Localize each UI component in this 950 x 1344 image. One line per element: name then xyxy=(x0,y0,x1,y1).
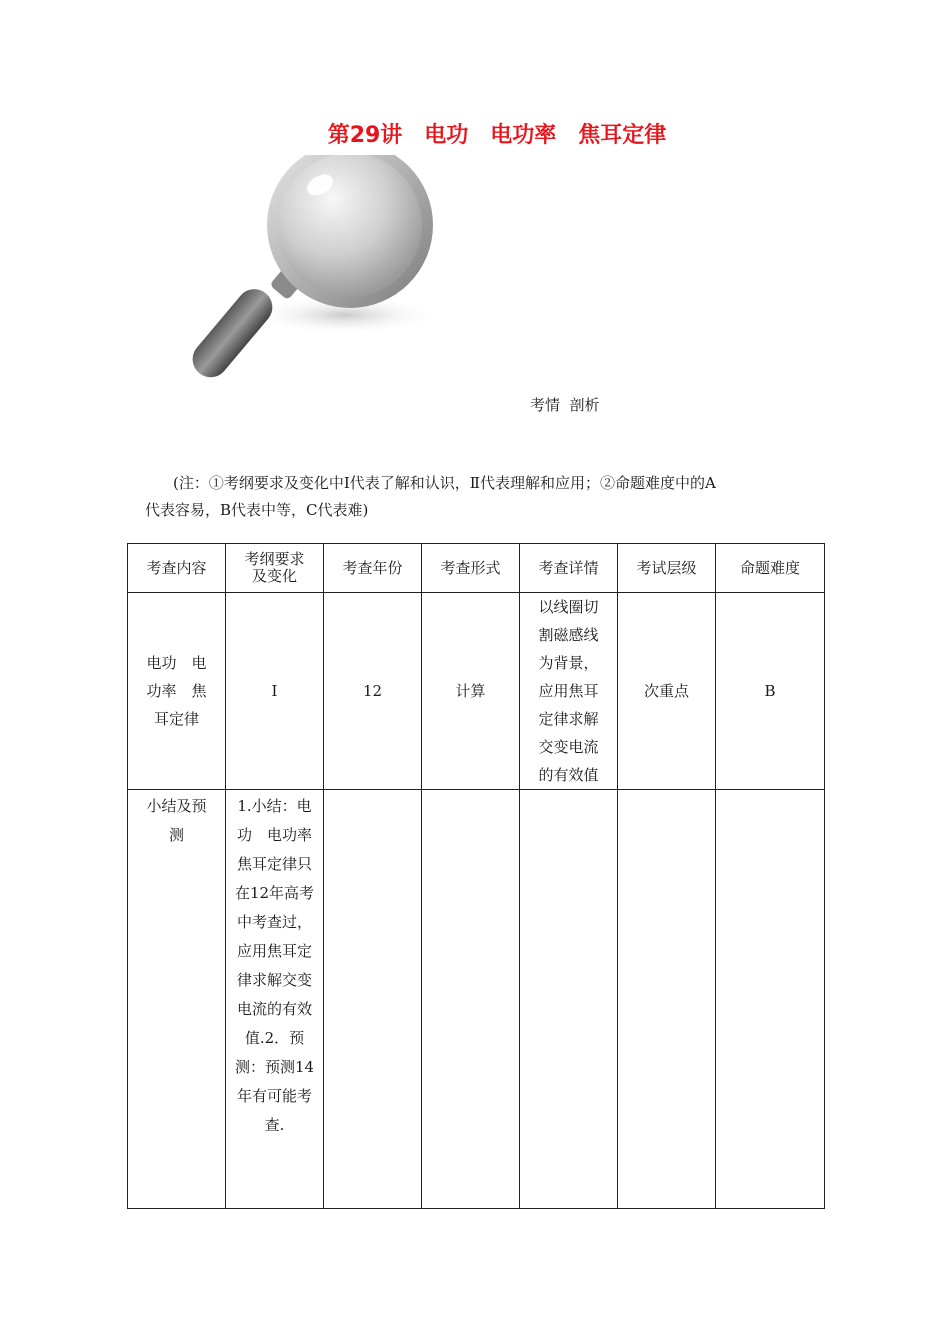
header-cell: 考试层级 xyxy=(618,544,716,593)
summary-cell: 1.小结：电功 电功率 焦耳定律只在12年高考中考查过，应用焦耳定律求解交变电流的有效值.2．预测：预测14年有可能考查. xyxy=(226,790,324,1209)
empty-cell xyxy=(324,790,422,1209)
level-cell: 次重点 xyxy=(618,593,716,790)
table-row xyxy=(128,593,825,790)
header-cell: 考查详情 xyxy=(520,544,618,593)
note-paragraph xyxy=(145,470,825,524)
difficulty-cell: B xyxy=(716,593,825,790)
table-row xyxy=(128,790,825,1209)
note-line-1: (注：①考纲要求及变化中Ⅰ代表了解和认识，Ⅱ代表理解和应用；②命题难度中的A xyxy=(173,474,716,492)
empty-cell xyxy=(716,790,825,1209)
header-cell: 命题难度 xyxy=(716,544,825,593)
year-cell: 12 xyxy=(324,593,422,790)
summary-label-cell: 小结及预测 xyxy=(128,790,226,1209)
table-header-row xyxy=(128,544,825,593)
requirement-cell: Ⅰ xyxy=(226,593,324,790)
empty-cell xyxy=(520,790,618,1209)
note-line-2: 代表容易，B代表中等，C代表难) xyxy=(145,501,369,519)
header-cell: 考查内容 xyxy=(128,544,226,593)
empty-cell xyxy=(618,790,716,1209)
magnifying-glass-image xyxy=(170,155,440,395)
exam-analysis-table xyxy=(127,543,825,1209)
detail-cell: 以线圈切割磁感线为背景，应用焦耳定律求解交变电流的有效值 xyxy=(520,593,618,790)
form-cell: 计算 xyxy=(422,593,520,790)
header-cell: 考查形式 xyxy=(422,544,520,593)
page-title: 第29讲 电功 电功率 焦耳定律 xyxy=(327,123,667,148)
empty-cell xyxy=(422,790,520,1209)
header-cell: 考纲要求及变化 xyxy=(226,544,324,593)
content-cell: 电功 电功率 焦耳定律 xyxy=(128,593,226,790)
header-cell: 考查年份 xyxy=(324,544,422,593)
section-label: 考情 剖析 xyxy=(530,396,600,414)
